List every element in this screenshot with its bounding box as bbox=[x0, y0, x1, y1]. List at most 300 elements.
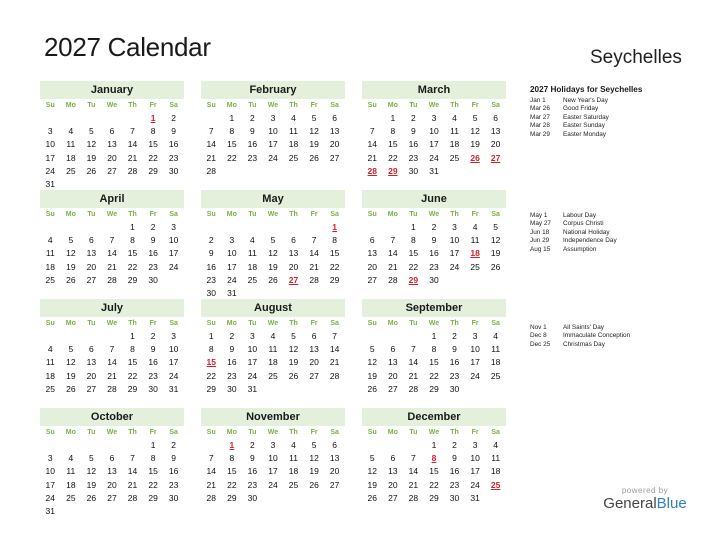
day-cell: 20 bbox=[388, 370, 398, 381]
day-cell: 1 bbox=[229, 113, 235, 123]
brand-general: General bbox=[603, 495, 657, 512]
empty-cell bbox=[222, 165, 243, 178]
day-cell: 18 bbox=[288, 466, 299, 477]
day-cell: 26 bbox=[367, 383, 378, 394]
day-cell: 28 bbox=[408, 492, 419, 503]
day-cell: 6 bbox=[390, 453, 396, 464]
day-cell: 28 bbox=[107, 383, 117, 394]
weekday-label: Th bbox=[289, 320, 298, 327]
empty-cell bbox=[283, 165, 304, 178]
day-cell: 22 bbox=[329, 261, 340, 272]
day-cell: 12 bbox=[367, 357, 378, 368]
day-cell: 2 bbox=[411, 113, 416, 123]
empty-cell bbox=[403, 439, 424, 452]
day-cell: 11 bbox=[66, 139, 76, 150]
day-cell: 11 bbox=[491, 344, 501, 355]
day-cell: 11 bbox=[289, 453, 298, 464]
day-cell: 21 bbox=[107, 261, 117, 272]
day-cell: 14 bbox=[127, 466, 138, 477]
day-cell: 26 bbox=[66, 274, 76, 285]
day-cell: 27 bbox=[329, 152, 340, 163]
day-cell: 7 bbox=[390, 235, 396, 246]
holiday-date: Mar 26 bbox=[530, 105, 550, 113]
day-cell: 24 bbox=[168, 370, 179, 381]
day-cell: 13 bbox=[107, 139, 117, 150]
weekday-label: Su bbox=[206, 211, 216, 218]
day-cell: 30 bbox=[429, 274, 439, 285]
day-cell: 3 bbox=[250, 331, 255, 341]
day-cell: 15 bbox=[408, 248, 419, 259]
day-cell: 2 bbox=[452, 440, 457, 450]
weekday-label: Fr bbox=[310, 429, 318, 436]
day-cell: 5 bbox=[472, 113, 478, 123]
week-row bbox=[40, 479, 184, 492]
day-cell: 21 bbox=[408, 370, 419, 381]
day-cell: 7 bbox=[332, 331, 338, 341]
day-cell: 14 bbox=[408, 466, 419, 477]
day-cell: 1 bbox=[130, 331, 135, 341]
day-cell: 23 bbox=[247, 479, 258, 490]
day-cell: 29 bbox=[388, 165, 398, 176]
weekday-label: Sa bbox=[491, 320, 500, 327]
empty-cell bbox=[304, 383, 325, 396]
day-cell: 24 bbox=[449, 261, 460, 272]
day-cell: 25 bbox=[490, 479, 501, 490]
empty-cell bbox=[102, 505, 123, 518]
weekday-label: Fr bbox=[149, 211, 157, 218]
day-cell: 14 bbox=[408, 357, 419, 368]
empty-cell bbox=[201, 221, 222, 234]
day-cell: 19 bbox=[66, 261, 76, 272]
empty-cell bbox=[102, 112, 123, 125]
day-cell: 19 bbox=[490, 248, 501, 259]
day-cell: 9 bbox=[250, 453, 255, 464]
holiday-item bbox=[530, 97, 609, 105]
weekday-label: Sa bbox=[491, 429, 500, 436]
weekday-header bbox=[362, 208, 506, 221]
day-cell: 4 bbox=[452, 113, 457, 123]
day-cell: 23 bbox=[429, 261, 439, 272]
week-row bbox=[201, 465, 345, 478]
weekday-label: Su bbox=[45, 429, 55, 436]
holiday-item bbox=[530, 105, 609, 113]
day-cell: 12 bbox=[86, 466, 97, 477]
day-cell: 24 bbox=[227, 274, 237, 285]
empty-cell bbox=[242, 221, 263, 234]
day-cell: 17 bbox=[268, 466, 278, 477]
week-row bbox=[362, 452, 506, 465]
day-cell: 12 bbox=[309, 126, 319, 137]
day-cell: 8 bbox=[150, 453, 156, 464]
empty-cell bbox=[40, 439, 61, 452]
day-cell: 2 bbox=[250, 113, 255, 123]
empty-cell bbox=[383, 330, 404, 343]
day-cell: 2 bbox=[431, 222, 437, 232]
empty-cell bbox=[61, 330, 82, 343]
day-cell: 9 bbox=[171, 453, 177, 464]
day-cell: 27 bbox=[388, 383, 398, 394]
weekday-label: Sa bbox=[330, 320, 339, 327]
day-cell: 23 bbox=[168, 152, 179, 163]
day-cell: 24 bbox=[268, 152, 278, 163]
page-title: 2027 Calendar bbox=[44, 32, 211, 62]
day-cell: 21 bbox=[107, 370, 117, 381]
week-row bbox=[201, 274, 345, 287]
week-row bbox=[40, 370, 184, 383]
day-cell: 5 bbox=[89, 126, 94, 137]
day-cell: 17 bbox=[470, 357, 480, 368]
weekday-label: Fr bbox=[149, 320, 157, 327]
day-cell: 30 bbox=[148, 274, 158, 285]
weekday-label: Th bbox=[289, 429, 298, 436]
weekday-label: Mo bbox=[387, 102, 398, 109]
weekday-header bbox=[40, 426, 184, 439]
weekday-label: Sa bbox=[169, 320, 178, 327]
empty-cell bbox=[102, 439, 123, 452]
week-row bbox=[201, 330, 345, 343]
day-cell: 11 bbox=[470, 235, 480, 246]
day-cell: 6 bbox=[390, 344, 396, 355]
day-cell: 22 bbox=[148, 479, 158, 490]
day-cell: 15 bbox=[388, 139, 398, 150]
day-cell: 27 bbox=[490, 152, 501, 163]
day-cell: 23 bbox=[168, 479, 179, 490]
day-cell: 1 bbox=[332, 222, 338, 232]
holiday-name: Immaculate Conception bbox=[563, 332, 631, 340]
day-cell: 13 bbox=[107, 466, 117, 477]
day-cell: 8 bbox=[332, 235, 338, 246]
day-cell: 20 bbox=[367, 261, 378, 272]
day-cell: 30 bbox=[227, 383, 237, 394]
day-cell: 30 bbox=[408, 165, 419, 176]
holiday-date: Nov 1 bbox=[530, 324, 547, 331]
day-cell: 3 bbox=[452, 222, 457, 232]
day-cell: 12 bbox=[66, 248, 76, 259]
day-cell: 6 bbox=[109, 126, 115, 137]
day-cell: 30 bbox=[449, 383, 460, 394]
holiday-date: Jun 29 bbox=[530, 237, 550, 245]
day-cell: 27 bbox=[86, 274, 97, 285]
day-cell: 8 bbox=[229, 126, 235, 137]
day-cell: 25 bbox=[45, 383, 56, 394]
day-cell: 31 bbox=[227, 287, 237, 298]
week-row bbox=[201, 370, 345, 383]
weekday-label: Th bbox=[289, 211, 298, 218]
weekday-label: Tu bbox=[248, 211, 257, 218]
holiday-date: May 27 bbox=[530, 220, 551, 228]
week-row bbox=[362, 492, 506, 505]
day-cell: 22 bbox=[148, 152, 158, 163]
day-cell: 18 bbox=[268, 357, 278, 368]
day-cell: 11 bbox=[247, 248, 257, 259]
weekday-label: Th bbox=[450, 211, 459, 218]
day-cell: 20 bbox=[329, 139, 340, 150]
week-row bbox=[201, 261, 345, 274]
weekday-header bbox=[40, 208, 184, 221]
day-cell: 3 bbox=[270, 113, 276, 123]
week-row bbox=[40, 274, 184, 287]
holiday-name: Easter Sunday bbox=[563, 122, 605, 130]
day-cell: 16 bbox=[148, 357, 158, 368]
weekday-label: Mo bbox=[65, 320, 76, 327]
day-cell: 21 bbox=[206, 152, 217, 163]
day-cell: 15 bbox=[227, 466, 237, 477]
holiday-item bbox=[530, 332, 630, 340]
day-cell: 22 bbox=[429, 370, 439, 381]
day-cell: 21 bbox=[329, 357, 340, 368]
day-cell: 23 bbox=[148, 370, 158, 381]
week-row bbox=[201, 138, 345, 151]
day-cell: 27 bbox=[367, 274, 378, 285]
day-cell: 26 bbox=[309, 479, 319, 490]
weekday-label: Mo bbox=[65, 429, 76, 436]
day-cell: 16 bbox=[247, 466, 258, 477]
day-cell: 4 bbox=[270, 331, 276, 341]
day-cell: 8 bbox=[130, 235, 135, 246]
day-cell: 20 bbox=[107, 479, 117, 490]
day-cell: 17 bbox=[227, 261, 237, 272]
day-cell: 5 bbox=[68, 235, 74, 246]
week-row bbox=[201, 492, 345, 505]
week-row bbox=[40, 152, 184, 165]
weekday-label: Tu bbox=[409, 429, 418, 436]
weekday-label: Sa bbox=[169, 211, 178, 218]
day-cell: 25 bbox=[288, 479, 299, 490]
weekday-header bbox=[201, 317, 345, 330]
holiday-date: Jun 18 bbox=[530, 228, 550, 236]
day-cell: 19 bbox=[367, 479, 378, 490]
day-cell: 11 bbox=[491, 453, 501, 464]
day-cell: 22 bbox=[408, 261, 419, 272]
day-cell: 8 bbox=[411, 235, 416, 246]
empty-cell bbox=[283, 492, 304, 505]
month-title: June bbox=[362, 190, 506, 208]
day-cell: 7 bbox=[130, 453, 135, 464]
day-cell: 7 bbox=[411, 344, 416, 355]
week-row bbox=[362, 221, 506, 234]
day-cell: 13 bbox=[490, 126, 501, 137]
day-cell: 29 bbox=[127, 383, 138, 394]
day-cell: 18 bbox=[470, 248, 480, 259]
weekday-label: Th bbox=[128, 320, 137, 327]
day-cell: 28 bbox=[367, 165, 378, 176]
day-cell: 7 bbox=[369, 126, 375, 137]
day-cell: 26 bbox=[86, 165, 97, 176]
day-cell: 12 bbox=[86, 139, 97, 150]
empty-cell bbox=[485, 383, 506, 396]
holiday-name: Assumption bbox=[563, 245, 597, 253]
brand-logo bbox=[589, 495, 701, 512]
day-cell: 24 bbox=[268, 479, 278, 490]
empty-cell bbox=[362, 221, 383, 234]
month-september bbox=[362, 299, 506, 396]
weekday-label: Sa bbox=[330, 211, 339, 218]
holiday-name: Independence Day bbox=[563, 237, 617, 245]
day-cell: 17 bbox=[45, 152, 56, 163]
weekday-label: Sa bbox=[330, 102, 339, 109]
empty-cell bbox=[362, 330, 383, 343]
day-cell: 11 bbox=[66, 466, 76, 477]
weekday-label: Fr bbox=[310, 320, 318, 327]
day-cell: 3 bbox=[47, 453, 53, 464]
day-cell: 24 bbox=[168, 261, 179, 272]
month-may bbox=[201, 190, 345, 300]
holiday-name: National Holiday bbox=[563, 228, 610, 236]
day-cell: 9 bbox=[150, 235, 156, 246]
weekday-label: Su bbox=[206, 102, 216, 109]
weekday-header bbox=[40, 99, 184, 112]
day-cell: 14 bbox=[107, 248, 117, 259]
day-cell: 4 bbox=[250, 235, 255, 246]
week-row bbox=[40, 112, 184, 125]
day-cell: 14 bbox=[107, 357, 117, 368]
empty-cell bbox=[81, 505, 102, 518]
day-cell: 31 bbox=[247, 383, 258, 394]
day-cell: 3 bbox=[47, 126, 53, 137]
day-cell: 24 bbox=[470, 479, 480, 490]
weekday-label: Mo bbox=[65, 211, 76, 218]
day-cell: 5 bbox=[68, 344, 74, 355]
day-cell: 18 bbox=[288, 139, 299, 150]
weekday-label: Sa bbox=[330, 429, 339, 436]
day-cell: 6 bbox=[493, 113, 499, 123]
empty-cell bbox=[283, 221, 304, 234]
weekday-label: Fr bbox=[471, 429, 479, 436]
day-cell: 4 bbox=[47, 344, 53, 355]
weekday-label: Th bbox=[289, 102, 298, 109]
day-cell: 26 bbox=[66, 383, 76, 394]
week-row bbox=[362, 112, 506, 125]
week-row bbox=[201, 152, 345, 165]
day-cell: 27 bbox=[107, 165, 117, 176]
day-cell: 16 bbox=[408, 139, 419, 150]
weekday-header bbox=[362, 99, 506, 112]
day-cell: 26 bbox=[268, 274, 278, 285]
day-cell: 2 bbox=[150, 222, 156, 232]
day-cell: 12 bbox=[288, 344, 299, 355]
weekday-label: Su bbox=[45, 320, 55, 327]
day-cell: 16 bbox=[168, 466, 179, 477]
day-cell: 17 bbox=[45, 479, 56, 490]
day-cell: 28 bbox=[127, 165, 138, 176]
day-cell: 15 bbox=[127, 248, 138, 259]
day-cell: 28 bbox=[309, 274, 319, 285]
day-cell: 15 bbox=[148, 466, 158, 477]
day-cell: 10 bbox=[45, 466, 56, 477]
month-april bbox=[40, 190, 184, 287]
day-cell: 14 bbox=[127, 139, 138, 150]
weekday-label: Th bbox=[450, 429, 459, 436]
day-cell: 20 bbox=[388, 479, 398, 490]
day-cell: 13 bbox=[86, 357, 97, 368]
week-row bbox=[362, 234, 506, 247]
day-cell: 31 bbox=[45, 178, 56, 189]
day-cell: 6 bbox=[89, 235, 94, 246]
month-title: April bbox=[40, 190, 184, 208]
day-cell: 13 bbox=[309, 344, 319, 355]
holiday-item bbox=[530, 114, 609, 122]
weekday-label: Fr bbox=[471, 102, 479, 109]
day-cell: 5 bbox=[369, 453, 375, 464]
weekday-label: We bbox=[428, 320, 440, 327]
day-cell: 2 bbox=[171, 113, 177, 123]
day-cell: 23 bbox=[408, 152, 419, 163]
day-cell: 10 bbox=[227, 248, 237, 259]
day-cell: 1 bbox=[431, 440, 437, 450]
day-cell: 2 bbox=[150, 331, 156, 341]
holiday-name: All Saints' Day bbox=[563, 324, 604, 331]
day-cell: 19 bbox=[288, 357, 299, 368]
day-cell: 6 bbox=[109, 453, 115, 464]
week-row bbox=[201, 343, 345, 356]
weekday-label: We bbox=[267, 320, 279, 327]
day-cell: 29 bbox=[429, 383, 439, 394]
weekday-label: Tu bbox=[87, 320, 96, 327]
month-title: August bbox=[201, 299, 345, 317]
week-row bbox=[362, 439, 506, 452]
day-cell: 19 bbox=[268, 261, 278, 272]
day-cell: 28 bbox=[127, 492, 138, 503]
powered-by-text: powered by bbox=[621, 486, 669, 495]
day-cell: 21 bbox=[206, 479, 217, 490]
weekday-label: Mo bbox=[226, 320, 237, 327]
month-title: February bbox=[201, 81, 345, 99]
day-cell: 15 bbox=[206, 357, 217, 368]
day-cell: 4 bbox=[493, 440, 499, 450]
day-cell: 16 bbox=[449, 466, 460, 477]
day-cell: 13 bbox=[288, 248, 299, 259]
empty-cell bbox=[444, 165, 465, 178]
day-cell: 5 bbox=[493, 222, 499, 232]
day-cell: 20 bbox=[490, 139, 501, 150]
weekday-label: Tu bbox=[409, 320, 418, 327]
day-cell: 5 bbox=[89, 453, 94, 464]
day-cell: 24 bbox=[45, 492, 56, 503]
empty-cell bbox=[304, 492, 325, 505]
month-october bbox=[40, 408, 184, 518]
weekday-label: Mo bbox=[387, 429, 398, 436]
weekday-label: Tu bbox=[248, 102, 257, 109]
day-cell: 4 bbox=[291, 113, 296, 123]
day-cell: 21 bbox=[127, 152, 138, 163]
holiday-name: Good Friday bbox=[563, 105, 599, 113]
day-cell: 4 bbox=[68, 453, 74, 464]
day-cell: 1 bbox=[431, 331, 437, 341]
empty-cell bbox=[201, 439, 222, 452]
day-cell: 18 bbox=[247, 261, 258, 272]
day-cell: 24 bbox=[45, 165, 56, 176]
day-cell: 24 bbox=[470, 370, 480, 381]
empty-cell bbox=[263, 165, 284, 178]
empty-cell bbox=[61, 505, 82, 518]
day-cell: 25 bbox=[268, 370, 278, 381]
day-cell: 10 bbox=[268, 453, 278, 464]
month-november bbox=[201, 408, 345, 505]
day-cell: 3 bbox=[229, 235, 235, 246]
empty-cell bbox=[163, 274, 184, 287]
day-cell: 9 bbox=[229, 344, 235, 355]
day-cell: 9 bbox=[150, 344, 156, 355]
day-cell: 23 bbox=[247, 152, 258, 163]
empty-cell bbox=[40, 221, 61, 234]
week-row bbox=[201, 112, 345, 125]
country-name: Seychelles bbox=[590, 47, 682, 68]
holiday-date: Mar 27 bbox=[530, 113, 550, 121]
empty-cell bbox=[122, 439, 143, 452]
month-title: March bbox=[362, 81, 506, 99]
day-cell: 26 bbox=[367, 492, 378, 503]
weekday-label: We bbox=[106, 211, 118, 218]
